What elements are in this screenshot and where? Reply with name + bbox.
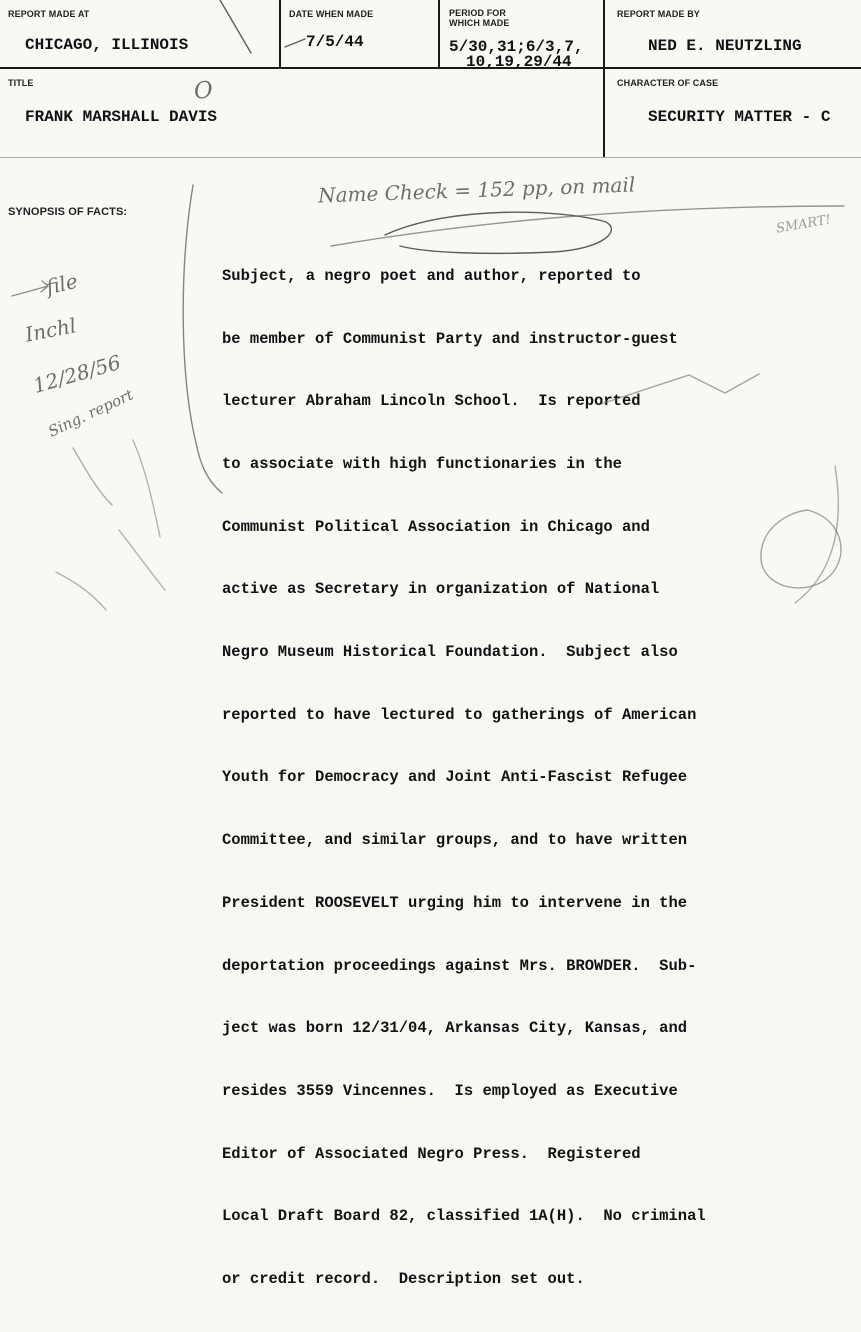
left-scribble-2: [133, 440, 160, 537]
synopsis-line: President ROOSEVELT urging him to intervene in the: [222, 893, 688, 912]
report-made-at-label: REPORT MADE AT: [8, 9, 90, 19]
synopsis-line: reported to have lectured to gatherings of American: [222, 705, 697, 724]
period-value-line-1: 5/30,31;6/3,7,: [449, 38, 584, 56]
title-value: FRANK MARSHALL DAVIS: [25, 108, 218, 126]
period-for-label: PERIOD FOR: [449, 8, 507, 18]
report-made-by-label: REPORT MADE BY: [617, 9, 700, 19]
header-row-rule: [0, 67, 861, 69]
synopsis-line: Editor of Associated Negro Press. Registered: [222, 1144, 641, 1163]
left-scribble-3: [56, 572, 106, 610]
date-when-made-label: DATE WHEN MADE: [289, 9, 374, 19]
synopsis-line: Negro Museum Historical Foundation. Subject also: [222, 643, 678, 662]
synopsis-line: Local Draft Board 82, classified 1A(H). No criminal: [222, 1207, 706, 1226]
period-value-line-2: 10,19,29/44: [466, 53, 572, 71]
title-label: TITLE: [8, 78, 34, 88]
synopsis-line: to associate with high functionaries in the: [222, 454, 622, 473]
top-form-bottom-rule: [0, 157, 861, 158]
synopsis-text: [222, 224, 861, 1332]
header-divider-1: [279, 0, 281, 67]
synopsis-line: resides 3559 Vincennes. Is employed as Executive: [222, 1081, 678, 1100]
which-made-label: WHICH MADE: [449, 18, 510, 28]
header-divider-3: [603, 0, 605, 157]
handwritten-inchl: Inchl: [23, 313, 79, 347]
report-made-at-value: CHICAGO, ILLINOIS: [25, 36, 189, 54]
synopsis-line: ject was born 12/31/04, Arkansas City, Kansas, and: [222, 1019, 688, 1038]
synopsis-line: lecturer Abraham Lincoln School. Is reported: [222, 392, 641, 411]
left-bracket-mark: [183, 185, 222, 493]
synopsis-line: or credit record. Description set out.: [222, 1270, 585, 1289]
handwritten-top-annotation: Name Check = 152 pp, on mail: [317, 172, 636, 208]
handwritten-file: file: [43, 268, 80, 300]
left-scribble-4: [119, 530, 165, 590]
character-of-case-label: CHARACTER OF CASE: [617, 78, 719, 88]
date-stroke-mark: [285, 39, 305, 47]
synopsis-line: deportation proceedings against Mrs. BROWDER. Sub-: [222, 956, 697, 975]
left-scribble-1: [73, 448, 112, 505]
left-arrow-mark: [12, 281, 48, 296]
character-of-case-value: SECURITY MATTER - C: [648, 108, 831, 126]
synopsis-line: Communist Political Association in Chicago and: [222, 517, 650, 536]
date-when-made-value: 7/5/44: [306, 33, 364, 51]
handwritten-smart: SMART!: [775, 212, 832, 237]
synopsis-line: Committee, and similar groups, and to have written: [222, 831, 688, 850]
synopsis-line: Subject, a negro poet and author, reported to: [222, 266, 641, 285]
handwritten-date: 12/28/56: [30, 350, 124, 398]
synopsis-label: SYNOPSIS OF FACTS:: [8, 206, 128, 218]
header-slash-mark: [220, 0, 251, 53]
report-made-by-value: NED E. NEUTZLING: [648, 37, 802, 55]
synopsis-line: be member of Communist Party and instructor-guest: [222, 329, 678, 348]
handwritten-circle-mark: O: [192, 77, 214, 105]
synopsis-line: active as Secretary in organization of National: [222, 580, 660, 599]
header-divider-2: [438, 0, 440, 67]
handwritten-sing-report: Sing. report: [45, 385, 137, 441]
synopsis-line: Youth for Democracy and Joint Anti-Fascist Refugee: [222, 768, 688, 787]
